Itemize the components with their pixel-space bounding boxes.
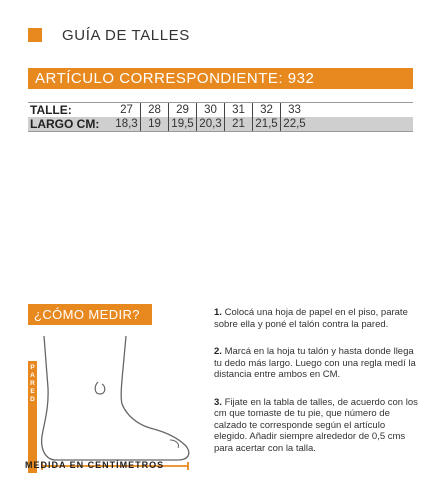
step-2 [214, 346, 419, 381]
size-cell: 27 [113, 103, 141, 117]
size-cell: 33 [288, 104, 301, 116]
size-cell: 31 [225, 103, 253, 117]
row-label-talle: TALLE: [30, 103, 72, 117]
size-cell: 29 [169, 103, 197, 117]
foot-diagram [28, 328, 198, 476]
size-cell: 30 [197, 103, 225, 117]
step-number: 3. [214, 396, 222, 408]
page-title: GUÍA DE TALLES [62, 26, 190, 44]
length-cell: 19,5 [169, 117, 197, 131]
length-cell: 21 [225, 117, 253, 131]
size-cell: 28 [141, 103, 169, 117]
length-cell: 18,3 [113, 117, 141, 131]
foot-outline-icon [28, 328, 198, 476]
step-1 [214, 307, 419, 330]
step-text: Colocá una hoja de papel en el piso, parate sobre ella y poné el talón contra la pared. [214, 307, 408, 330]
instructions-list [214, 307, 419, 470]
length-cell: 21,5 [253, 117, 281, 131]
size-row-largo [28, 117, 413, 132]
page-header [28, 25, 190, 45]
wall-label-letter: P [30, 364, 35, 371]
step-text: Fijate en la tabla de talles, de acuerdo con los cm que tomaste de tu pie, que número de calzado te corresponde según el artículo elegido. Añadir siempre alrededor de 0,5 cms para acertar con la talla. [214, 396, 418, 454]
length-cell: 22,5 [283, 118, 306, 130]
step-text: Marcá en la hoja tu talón y hasta donde llega tu dedo más largo. Luego con una regla medí la distancia entre ambos en CM. [214, 346, 416, 380]
length-cell: 19 [141, 117, 169, 131]
wall-label-letter: R [30, 380, 35, 387]
how-to-measure-title: ¿CÓMO MEDIR? [28, 304, 152, 325]
size-cell: 32 [253, 103, 281, 117]
step-number: 1. [214, 307, 222, 318]
size-row-talle [28, 102, 413, 117]
wall-label-letter: A [30, 372, 35, 379]
wall-label-letter: D [30, 396, 35, 403]
step-3 [214, 397, 419, 455]
article-bar: ARTÍCULO CORRESPONDIENTE: 932 [28, 68, 413, 89]
length-cell: 20,3 [197, 117, 225, 131]
step-number: 2. [214, 346, 222, 357]
wall-label-letter: E [30, 388, 35, 395]
size-table [28, 102, 413, 132]
measure-caption: MEDIDA EN CENTÍMETROS [25, 460, 165, 470]
orange-square-icon [28, 28, 42, 42]
row-label-largo: LARGO CM: [30, 117, 100, 131]
